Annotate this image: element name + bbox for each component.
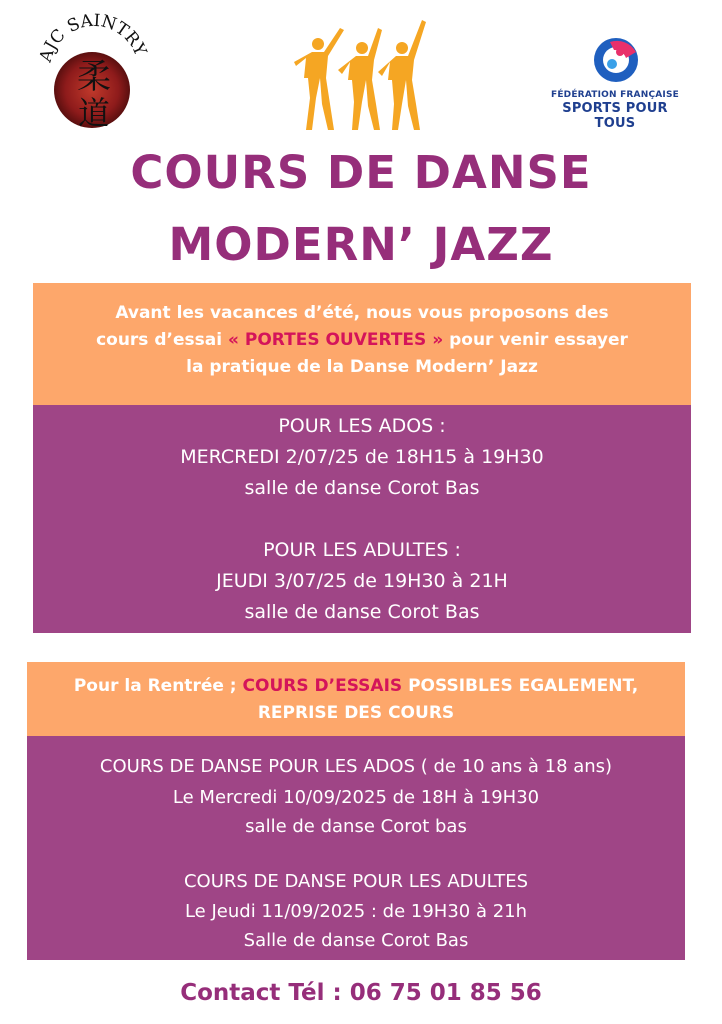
section2-ados-date: Le Mercredi 10/09/2025 de 18H à 19H30 (172, 787, 540, 808)
section2-ados-place: salle de danse Corot bas (245, 816, 467, 837)
title-line1: COURS DE DANSE (130, 146, 592, 199)
dancers-illustration (290, 14, 430, 132)
title-line2: MODERN’ JAZZ (168, 218, 554, 271)
section2-intro-post: POSSIBLES EGALEMENT, (402, 676, 639, 696)
section1-adultes-place: salle de danse Corot Bas (244, 601, 480, 623)
contact-phone: Contact Tél : 06 75 01 85 56 (180, 980, 542, 1006)
section2-intro-pre: Pour la Rentrée ; (73, 676, 243, 696)
section1-intro-line2 (33, 330, 691, 350)
ajc-saintry-emblem (38, 12, 148, 134)
section1-adultes-date: JEUDI 3/07/25 de 19H30 à 21H (216, 570, 508, 592)
ajc-saintry-logo (38, 12, 148, 134)
ffspt-line1: FÉDÉRATION FRANÇAISE (550, 90, 680, 100)
section1-ados-place: salle de danse Corot Bas (244, 477, 480, 499)
ffspt-emblem-icon (540, 28, 690, 88)
section1-intro-line1: Avant les vacances d’été, nous vous proposons des (115, 303, 609, 323)
section1-adultes-heading: POUR LES ADULTES : (263, 539, 461, 561)
section2-adultes-date: Le Jeudi 11/09/2025 : de 19H30 à 21h (184, 901, 528, 922)
ffspt-line2: SPORTS POUR TOUS (562, 101, 668, 131)
ajc-arc-text: AJC SAINTRY (38, 12, 148, 65)
section2-adultes-place: Salle de danse Corot Bas (243, 930, 469, 951)
section2-adultes-heading: COURS DE DANSE POUR LES ADULTES (183, 871, 529, 892)
judo-kanji-top: 柔 (77, 57, 111, 97)
section1-ados-heading: POUR LES ADOS : (278, 415, 446, 437)
cours-essais-highlight: COURS D’ESSAIS (242, 676, 403, 696)
section1-ados-date: MERCREDI 2/07/25 de 18H15 à 19H30 (180, 446, 544, 468)
judo-kanji-bottom: 道 (77, 94, 111, 132)
portes-ouvertes-highlight: « PORTES OUVERTES » (227, 330, 444, 350)
section2-intro-line2: REPRISE DES COURS (257, 703, 455, 723)
section1-schedule-band (33, 405, 691, 633)
section1-intro-line2-pre: cours d’essai (96, 330, 228, 350)
section2-intro-line1 (27, 676, 685, 696)
section2-schedule-band (27, 736, 685, 960)
section2-intro-band (27, 662, 685, 736)
section1-intro-line2-post: pour venir essayer (443, 330, 628, 350)
section2-ados-heading: COURS DE DANSE POUR LES ADOS ( de 10 ans à 18 ans) (99, 756, 613, 777)
dancers-icon (290, 14, 430, 132)
section1-intro-line3: la pratique de la Danse Modern’ Jazz (186, 357, 538, 377)
section1-intro-band (33, 283, 691, 405)
ffspt-logo (540, 28, 690, 131)
